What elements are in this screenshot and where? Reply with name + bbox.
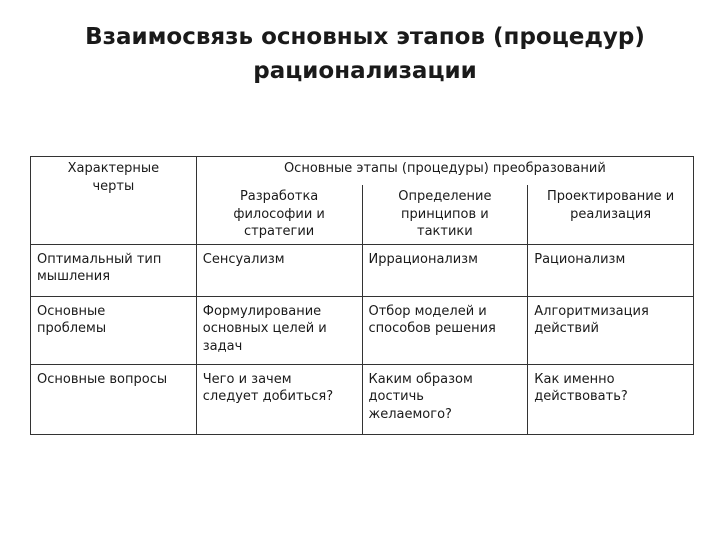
cell-line: действий bbox=[534, 321, 599, 336]
table-cell bbox=[528, 364, 694, 434]
feature-line: Основные вопросы bbox=[37, 371, 168, 387]
slide-title-line-2: рационализации bbox=[253, 58, 477, 84]
cell-line: Иррационализм bbox=[368, 251, 478, 267]
stage-column-header-line: принципов и bbox=[401, 206, 489, 222]
feature-line: Основные bbox=[37, 303, 106, 319]
cell-line: Рационализм bbox=[534, 251, 626, 267]
table-cell bbox=[196, 244, 362, 296]
cell-line: Как именно bbox=[534, 371, 615, 387]
table-header-row bbox=[31, 157, 694, 186]
stages-table bbox=[30, 156, 694, 435]
cell-line: Алгоритмизация bbox=[534, 303, 649, 319]
cell-line: действовать? bbox=[534, 389, 628, 404]
feature-line: мышления bbox=[37, 269, 111, 284]
slide-title bbox=[60, 20, 670, 88]
cell-line: следует добиться? bbox=[202, 389, 334, 404]
features-header-line: Характерные bbox=[67, 161, 160, 176]
stage-column-header-line: тактики bbox=[417, 224, 473, 239]
stage-column-header-line: Проектирование и bbox=[547, 189, 675, 204]
features-header-cell bbox=[31, 157, 197, 245]
cell-line: основных целей и bbox=[202, 321, 327, 336]
cell-line: задач bbox=[202, 338, 243, 354]
feature-line: Оптимальный тип bbox=[37, 251, 162, 267]
cell-line: Отбор моделей и bbox=[368, 303, 487, 319]
stage-column-header bbox=[196, 185, 362, 244]
stage-column-header-line: стратегии bbox=[244, 224, 315, 239]
feature-cell bbox=[31, 244, 197, 296]
cell-line: Чего и зачем bbox=[202, 371, 292, 387]
cell-line: достичь bbox=[368, 389, 424, 404]
features-header-line: черты bbox=[92, 178, 135, 194]
feature-cell bbox=[31, 364, 197, 434]
cell-line: Каким образом bbox=[368, 371, 473, 387]
table-cell bbox=[528, 244, 694, 296]
table-row bbox=[31, 244, 694, 296]
cell-line: способов решения bbox=[368, 321, 496, 336]
slide-title-line-1: Взаимосвязь основных этапов (процедур) bbox=[85, 24, 645, 50]
table-cell bbox=[362, 244, 528, 296]
stages-header-cell bbox=[196, 157, 693, 186]
table-cell bbox=[362, 296, 528, 364]
stage-column-header-line: Определение bbox=[398, 189, 492, 204]
stage-column-header-line: философии и bbox=[233, 206, 325, 222]
stage-column-header bbox=[528, 185, 694, 244]
table-cell bbox=[196, 296, 362, 364]
stages-header-text: Основные этапы (процедуры) преобразований bbox=[283, 161, 606, 176]
table-row bbox=[31, 364, 694, 434]
cell-line: Сенсуализм bbox=[202, 251, 285, 267]
table-cell bbox=[196, 364, 362, 434]
table-row bbox=[31, 296, 694, 364]
cell-line: Формулирование bbox=[202, 303, 322, 319]
stage-column-header-line: Разработка bbox=[239, 189, 319, 204]
stage-column-header bbox=[362, 185, 528, 244]
feature-line: проблемы bbox=[37, 321, 107, 336]
cell-line: желаемого? bbox=[368, 406, 452, 422]
table-cell bbox=[362, 364, 528, 434]
stage-column-header-line: реализация bbox=[570, 206, 652, 222]
table-cell bbox=[528, 296, 694, 364]
feature-cell bbox=[31, 296, 197, 364]
